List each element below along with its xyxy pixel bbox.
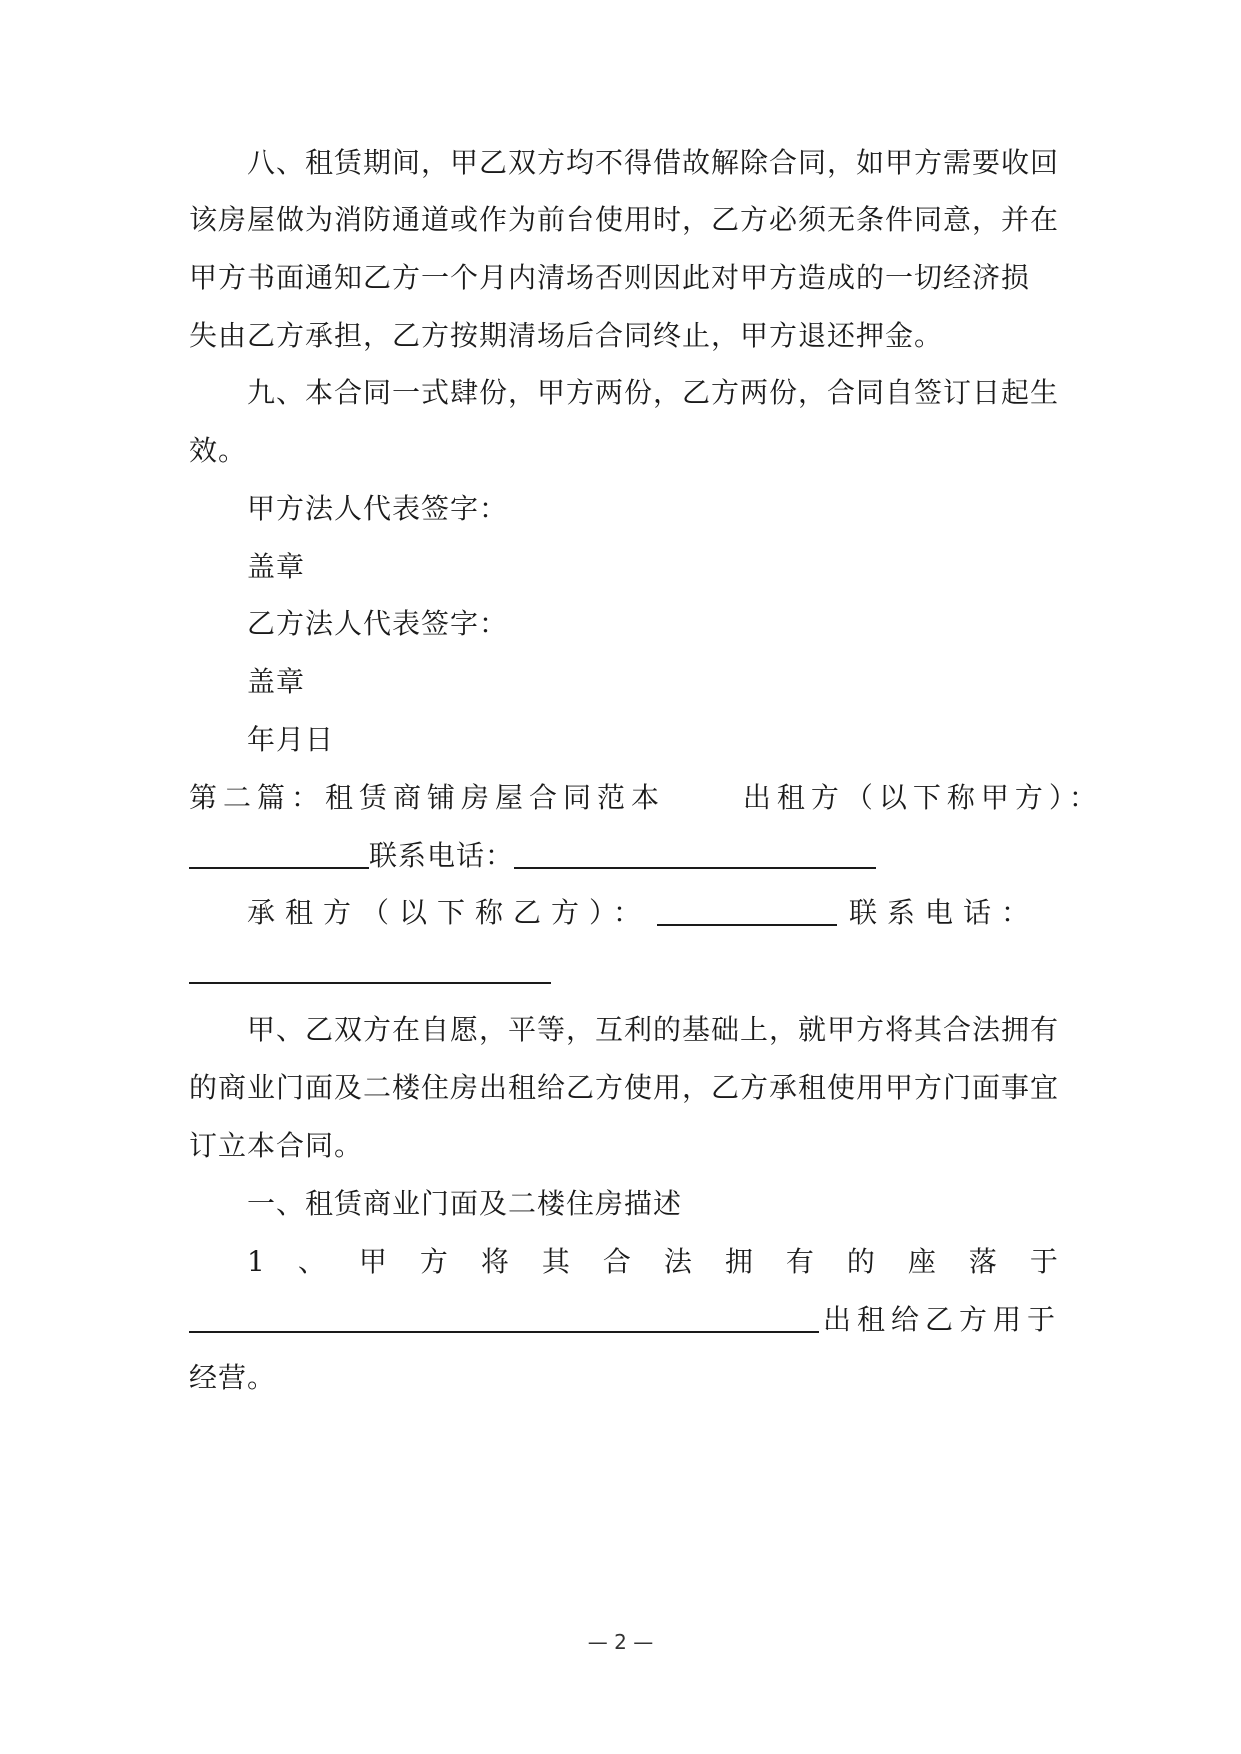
intro-line-1: 甲、乙双方在自愿，平等，互利的基础上，就甲方将其合法拥有 (247, 1013, 1060, 1046)
clause-8-line-4: 失由乙方承担，乙方按期清场后合同终止，甲方退还押金。 (189, 319, 944, 352)
item-1-char: 有 (785, 1245, 815, 1278)
item-1-char: 方 (419, 1245, 449, 1278)
lessee-phone-line (189, 951, 1059, 991)
clause-8-line-2: 该房屋做为消防通道或作为前台使用时，乙方必须无条件同意，并在 (189, 203, 1060, 236)
page-number: — 2 — (587, 1630, 654, 1654)
section-1-title: 一、租赁商业门面及二楼住房描述 (247, 1187, 683, 1220)
clause-9-line-2: 效。 (189, 434, 248, 467)
item-1-char: 合 (602, 1245, 632, 1278)
lessee-phone-blank[interactable] (189, 954, 551, 984)
clause-8-line-1: 八、租赁期间，甲乙双方均不得借故解除合同，如甲方需要收回 (247, 146, 1060, 179)
item-1-char: 的 (846, 1245, 876, 1278)
item-1-tail: 出租给乙方用于 (823, 1303, 1062, 1336)
lessor-label: 出租方（以下称甲方）： (742, 781, 1103, 814)
intro-line-2: 的商业门面及二楼住房出租给乙方使用，乙方承租使用甲方门面事宜 (189, 1071, 1060, 1104)
lessee-label: 承租方（以下称乙方）： (247, 896, 652, 929)
item-1-char: 甲 (358, 1245, 388, 1278)
party-a-signature-label: 甲方法人代表签字： (247, 492, 509, 525)
item-1-line-2 (189, 1300, 1062, 1340)
item-1-char: 将 (480, 1245, 510, 1278)
item-1-char: 1 (247, 1245, 266, 1278)
intro-line-3: 订立本合同。 (189, 1129, 364, 1162)
lessor-name-blank[interactable] (189, 839, 369, 869)
item-1-char: 、 (297, 1245, 327, 1278)
item-1-line-3: 经营。 (189, 1361, 277, 1394)
lessor-phone-line (189, 836, 1059, 876)
clause-9-line-1: 九、本合同一式肆份，甲方两份，乙方两份，合同自签订日起生 (247, 376, 1060, 409)
lessee-name-blank[interactable] (657, 896, 837, 926)
lessee-line (247, 893, 1059, 933)
lessor-phone-label: 联系电话： (369, 839, 515, 872)
part-two-title: 第二篇：租赁商铺房屋合同范本 (189, 781, 666, 814)
clause-8-line-3: 甲方书面通知乙方一个月内清场否则因此对甲方造成的一切经济损 (189, 261, 1031, 294)
location-blank[interactable] (189, 1303, 819, 1333)
lessee-phone-label: 联系电话： (849, 896, 1040, 929)
item-1-char: 座 (907, 1245, 937, 1278)
party-b-seal-label: 盖章 (247, 665, 306, 698)
item-1-char: 落 (968, 1245, 998, 1278)
item-1-char: 拥 (724, 1245, 754, 1278)
party-b-signature-label: 乙方法人代表签字： (247, 607, 509, 640)
item-1-line-1 (247, 1242, 1059, 1282)
part-two-heading-line (189, 778, 1103, 818)
item-1-char: 其 (541, 1245, 571, 1278)
item-1-char: 法 (663, 1245, 693, 1278)
party-a-seal-label: 盖章 (247, 550, 306, 583)
item-1-char: 于 (1029, 1245, 1059, 1278)
date-label: 年月日 (247, 723, 335, 756)
lessor-phone-blank[interactable] (514, 839, 876, 869)
